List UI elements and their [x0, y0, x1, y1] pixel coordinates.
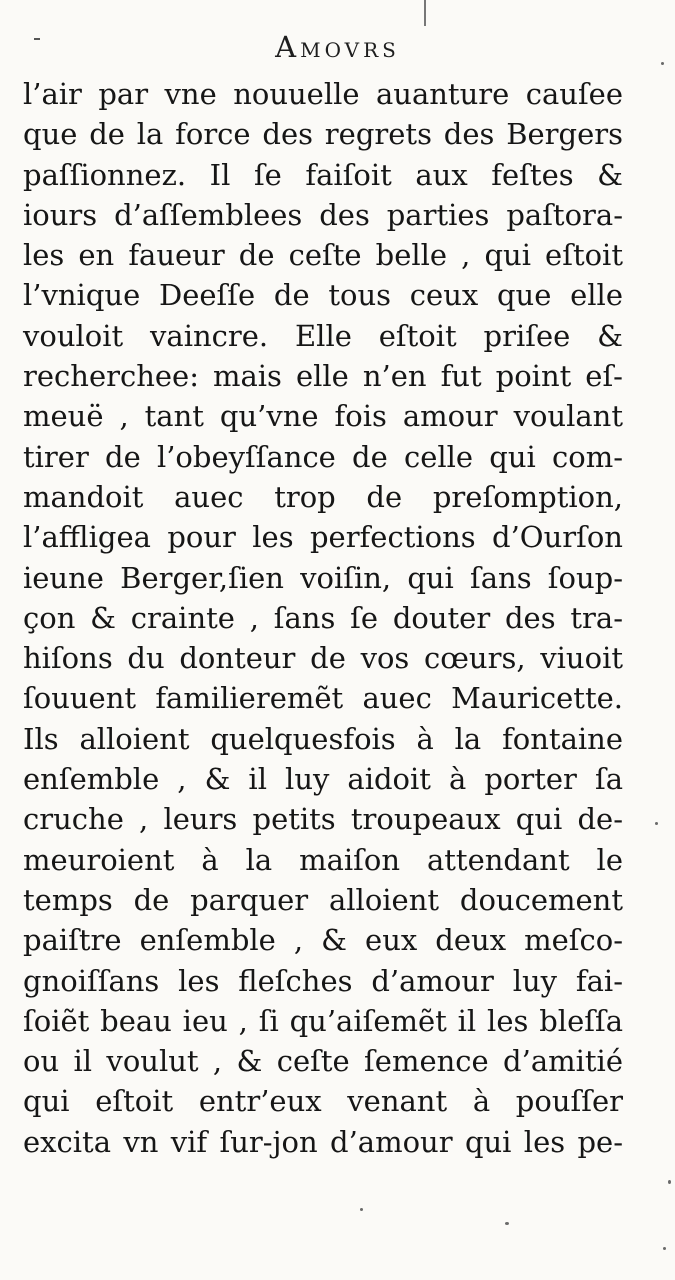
text-line: recherchee: mais elle n’en fut point eſ-: [23, 359, 623, 394]
text-line: meuë , tant qu’vne fois amour voulant: [23, 399, 623, 434]
ink-speck: [668, 1180, 671, 1184]
text-line: Ils alloient quelquesfois à la fontaine: [23, 721, 623, 756]
text-line: les en faueur de ceſte belle , qui eſtoit: [23, 238, 623, 273]
text-line: paſſionnez. Il ſe faiſoit aux feſtes &: [23, 157, 623, 192]
text-line: tirer de l’obeyſſance de celle qui com-: [23, 439, 623, 474]
text-line: gnoiſſans les fleſches d’amour luy fai-: [23, 963, 623, 998]
ink-speck: [505, 1222, 509, 1225]
text-line: meuroient à la maiſon attendant le: [23, 842, 623, 877]
text-line: excita vn vif ſur-jon d’amour qui les pe-: [23, 1124, 623, 1159]
text-line: iours d’aſſemblees des parties paſtora-: [23, 197, 623, 232]
text-line: l’vnique Deeſſe de tous ceux que elle: [23, 278, 623, 313]
text-line: temps de parquer alloient doucement: [23, 882, 623, 917]
text-line: l’affligea pour les perfections d’Ourſon: [23, 520, 623, 555]
text-line: hiſons du donteur de vos cœurs, viuoit: [23, 641, 623, 676]
text-line: enſemble , & il luy aidoit à porter ſa: [23, 762, 623, 797]
body-text: [23, 74, 623, 1162]
text-line: paiſtre enſemble , & eux deux meſco-: [23, 923, 623, 958]
text-line: çon & crainte , ſans ſe douter des tra-: [23, 600, 623, 635]
text-line: ieune Berger,ſien voiſin, qui ſans ſoup-: [23, 560, 623, 595]
text-line: ſoiẽt beau ieu , ſi qu’aiſemẽt il les bleſſa: [23, 1003, 623, 1038]
text-line: vouloit vaincre. Elle eſtoit priſee &: [23, 318, 623, 353]
text-line: que de la force des regrets des Bergers: [23, 117, 623, 152]
ink-speck: [663, 1247, 666, 1250]
text-line: qui eſtoit entr’eux venant à pouſſer: [23, 1084, 623, 1119]
text-line: mandoit auec trop de preſomption,: [23, 479, 623, 514]
text-line: ou il voulut , & ceſte ſemence d’amitié: [23, 1044, 623, 1079]
margin-mark: [424, 0, 426, 26]
ink-speck: [661, 62, 664, 65]
text-line: cruche , leurs petits troupeaux qui de-: [23, 802, 623, 837]
running-head: Amovrs: [275, 30, 400, 64]
ink-speck: [360, 1208, 363, 1211]
text-line: l’air par vne nouuelle auanture cauſee: [23, 77, 623, 111]
text-line: ſouuent familieremẽt auec Mauricette.: [23, 681, 623, 716]
ink-speck: [655, 822, 658, 825]
